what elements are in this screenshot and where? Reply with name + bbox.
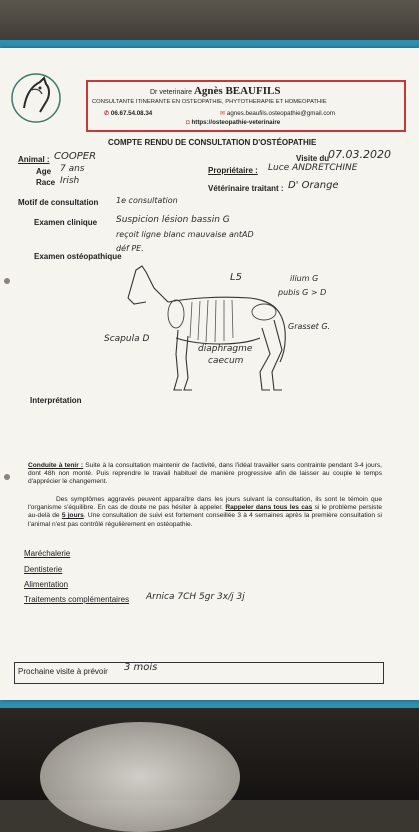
- annotation-caecum: caecum: [208, 356, 244, 366]
- owner-value: Luce ANDRETCHINE: [268, 163, 358, 173]
- annotation-scapula: Scapula D: [104, 334, 150, 344]
- conduite-text-2c: si le problème persiste au-delà de: [28, 504, 382, 520]
- race-value: Irish: [60, 176, 80, 186]
- report-title: COMPTE RENDU DE CONSULTATION D'OSTÉOPATHIE: [108, 138, 317, 147]
- vet-website[interactable]: [186, 119, 280, 126]
- annotation-l5: L5: [230, 272, 242, 283]
- next-visit-label: Prochaine visite à prévoir: [18, 667, 108, 676]
- phone-icon: ✆: [104, 110, 110, 117]
- clinical-line-2: reçoit ligne blanc mauvaise antAD: [116, 230, 254, 239]
- annotation-grasset: Grasset G.: [288, 322, 331, 331]
- animal-label: Animal :: [18, 155, 50, 164]
- white-disc-object: [40, 722, 240, 832]
- vet-title-line: [150, 85, 280, 97]
- age-label: Age: [36, 167, 52, 176]
- conduite-text-2d: 5 jours: [61, 512, 84, 520]
- website-text: https://osteopathie-veterinaire: [191, 119, 281, 126]
- clinical-line-3: déf PE.: [116, 244, 144, 253]
- email-text: agnes.beaufils.osteopathie@gmail.com: [226, 110, 336, 117]
- visit-date-label: Visite du: [296, 154, 330, 163]
- conduite-text-2b: Rappeler dans tous les cas: [225, 504, 313, 512]
- punch-hole: [4, 474, 10, 480]
- dentisterie-label: Dentisterie: [24, 565, 63, 574]
- clinic-logo: [6, 68, 66, 128]
- conduite-text-2a: Des symptômes aggravés peuvent apparaître dans les jours suivant la consultation, ils sont le témoin que l'organisme s'équilibre. En cas de doute ne pas hésiter à appeler.: [28, 496, 382, 512]
- email-icon: ✉: [220, 110, 226, 117]
- vet-subtitle: CONSULTANTE ITINERANTE EN OSTEOPATHIE, PHYTOTHERAPIE ET HOMEOPATHIE: [92, 99, 327, 105]
- conduite-text-2e: . Une consultation de suivi est fortement conseillée 3 à 4 semaines après la première consultation si l'animal n'est pas contrôlé régulièrement en ostéopathie.: [28, 512, 382, 528]
- osteo-label: Examen ostéopathique: [34, 252, 122, 261]
- conduite-paragraph-2: [28, 496, 382, 529]
- vet-phone: [104, 110, 152, 117]
- owner-label: Propriétaire :: [208, 166, 258, 175]
- age-value: 7 ans: [60, 164, 85, 174]
- next-visit-value: 3 mois: [124, 662, 158, 673]
- vet-email[interactable]: [220, 110, 335, 117]
- vet-prefix: Dr veterinaire: [150, 89, 193, 96]
- conduite-text-1: Suite à la consultation maintenir de l'activité, dans l'idéal travailler sans contrainte pendant 3-4 jours, dont 48h non monté. Puis reprendre le travail habituel de manière progressive afin de laisser au couple le temps d'apprécier le changement.: [28, 462, 382, 486]
- treating-vet-label: Vétérinaire traitant :: [208, 184, 284, 193]
- animal-name: COOPER: [54, 151, 97, 162]
- interpretation-label: Interprétation: [30, 396, 82, 405]
- annotation-diaphragme: diaphragme: [198, 344, 253, 354]
- traitements-label: Traitements complémentaires: [24, 595, 130, 604]
- race-label: Race: [36, 178, 56, 187]
- marechalerie-label: Maréchalerie: [24, 549, 71, 558]
- horse-head-logo-icon: [6, 68, 66, 128]
- clinical-label: Examen clinique: [34, 218, 98, 227]
- punch-hole: [4, 278, 10, 284]
- horse-skeleton-diagram: [120, 258, 300, 398]
- motif-label: Motif de consultation: [18, 198, 99, 207]
- annotation-ilium: ilium G: [290, 274, 319, 283]
- vet-name: Agnès BEAUFILS: [193, 85, 281, 97]
- alimentation-label: Alimentation: [24, 580, 69, 589]
- phone-text: 06.67.54.08.34: [110, 110, 153, 117]
- horse-skeleton-icon: [120, 258, 300, 398]
- annotation-pubis: pubis G > D: [278, 288, 327, 297]
- traitements-value: Arnica 7CH 5gr 3x/j 3j: [146, 592, 245, 602]
- visit-date: 07.03.2020: [328, 148, 391, 161]
- conduite-label: Conduite à tenir :: [28, 462, 84, 469]
- treating-vet-value: D' Orange: [288, 180, 339, 191]
- clinical-line-1: Suspicion lésion bassin G: [116, 215, 230, 225]
- conduite-paragraph-1: [28, 462, 382, 487]
- motif-value: 1e consultation: [116, 196, 178, 205]
- globe-icon: ◘: [186, 119, 190, 126]
